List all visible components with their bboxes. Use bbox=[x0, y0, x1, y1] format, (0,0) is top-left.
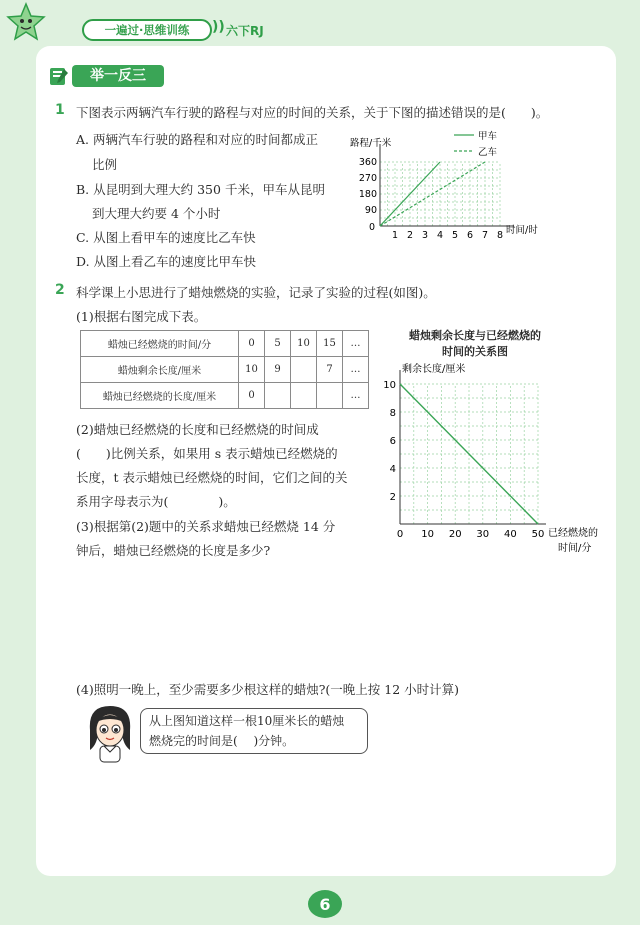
legend-label: 乙车 bbox=[478, 147, 498, 158]
q1-option-c: C. 从图上看甲车的速度比乙车快 bbox=[76, 230, 256, 245]
section-title: 举一反三 bbox=[72, 65, 164, 87]
q1-distance-time-chart bbox=[350, 126, 560, 244]
y-tick-label: 180 bbox=[358, 189, 377, 200]
x-tick-label: 1 bbox=[391, 230, 399, 241]
table-row-label: 蜡烛剩余长度/厘米 bbox=[81, 357, 239, 383]
y-axis-label: 剩余长度/厘米 bbox=[402, 364, 466, 375]
table-cell: 5 bbox=[265, 331, 291, 357]
table-cell: 7 bbox=[317, 357, 343, 383]
brand-badge: 一遍过·思维训练 bbox=[82, 19, 212, 41]
x-tick-label: 6 bbox=[466, 230, 474, 241]
origin-label: 0 bbox=[368, 222, 375, 233]
page-header bbox=[0, 0, 640, 50]
y-tick-label: 360 bbox=[358, 157, 377, 168]
q2-sub2-line4: 系用字母表示为( )。 bbox=[76, 494, 236, 509]
table-cell: … bbox=[343, 383, 369, 409]
x-tick-label: 8 bbox=[496, 230, 504, 241]
table-cell-blank[interactable] bbox=[291, 383, 317, 409]
table-cell: … bbox=[343, 357, 369, 383]
x-tick-label: 2 bbox=[406, 230, 414, 241]
table-cell: 0 bbox=[239, 383, 265, 409]
x-tick-label: 4 bbox=[436, 230, 444, 241]
x-axis-label: 已经燃烧的 bbox=[548, 528, 598, 539]
y-tick-label: 6 bbox=[389, 436, 396, 447]
y-tick-label: 10 bbox=[383, 380, 396, 391]
table-cell: 9 bbox=[265, 357, 291, 383]
table-row-label: 蜡烛已经燃烧的时间/分 bbox=[81, 331, 239, 357]
chart-title-line: 时间的关系图 bbox=[442, 345, 508, 358]
q2-stem: 科学课上小思进行了蜡烛燃烧的实验，记录了实验的过程(如图)。 bbox=[76, 285, 436, 300]
hint-bubble bbox=[140, 708, 368, 754]
q2-sub3-line1: (3)根据第(2)题中的关系求蜡烛已经燃烧 14 分 bbox=[76, 519, 336, 534]
y-tick-label: 8 bbox=[389, 408, 396, 419]
table-row-label: 蜡烛已经燃烧的长度/厘米 bbox=[81, 383, 239, 409]
candle-data-table bbox=[80, 330, 369, 409]
notebook-icon bbox=[48, 65, 70, 87]
hint-line: 燃烧完的时间是( )分钟。 bbox=[149, 734, 295, 748]
table-cell-blank[interactable] bbox=[291, 357, 317, 383]
table-cell-blank[interactable] bbox=[265, 383, 291, 409]
q2-sub4: (4)照明一晚上，至少需要多少根这样的蜡烛?(一晚上按 12 小时计算) bbox=[76, 682, 460, 697]
q1-stem: 下图表示两辆汽车行驶的路程与对应的时间的关系，关于下图的描述错误的是( )。 bbox=[76, 105, 549, 120]
y-axis-label: 路程/千米 bbox=[350, 138, 392, 149]
x-tick-label: 20 bbox=[448, 529, 462, 540]
q1-option-a: A. 两辆汽车行驶的路程和对应的时间都成正 bbox=[76, 132, 318, 147]
x-tick-label: 7 bbox=[481, 230, 489, 241]
q2-chart-title bbox=[385, 328, 565, 360]
x-tick-label: 50 bbox=[531, 529, 545, 540]
q2-sub2-line1: (2)蜡烛已经燃烧的长度和已经燃烧的时间成 bbox=[76, 422, 319, 437]
q1-number: 1 bbox=[55, 102, 65, 118]
x-tick-label: 5 bbox=[451, 230, 459, 241]
grade-label: 六下RJ bbox=[226, 24, 264, 38]
header-deco-icon: )) bbox=[212, 19, 225, 35]
y-tick-label: 270 bbox=[358, 173, 377, 184]
q2-number: 2 bbox=[55, 282, 65, 298]
table-cell-blank[interactable] bbox=[317, 383, 343, 409]
table-cell: 10 bbox=[291, 331, 317, 357]
girl-avatar-icon bbox=[82, 700, 138, 764]
y-tick-label: 4 bbox=[389, 464, 396, 475]
x-axis-label: 时间/分 bbox=[558, 543, 592, 554]
y-tick-label: 2 bbox=[389, 492, 396, 503]
star-mascot-icon bbox=[6, 2, 46, 42]
q2-sub2-line3: 长度，t 表示蜡烛已经燃烧的时间，它们之间的关 bbox=[76, 470, 348, 485]
section-banner bbox=[48, 64, 168, 88]
q2-sub2-line2: ( )比例关系，如果用 s 表示蜡烛已经燃烧的 bbox=[76, 446, 338, 461]
x-tick-label: 10 bbox=[421, 529, 434, 540]
q1-option-a-cont: 比例 bbox=[92, 157, 118, 172]
table-cell: 10 bbox=[239, 357, 265, 383]
q1-option-b: B. 从昆明到大理大约 350 千米，甲车从昆明 bbox=[76, 182, 325, 197]
q2-sub3-line2: 钟后，蜡烛已经燃烧的长度是多少? bbox=[76, 543, 271, 558]
q1-option-d: D. 从图上看乙车的速度比甲车快 bbox=[76, 254, 257, 269]
legend-label: 甲车 bbox=[478, 131, 498, 142]
q2-candle-chart bbox=[378, 360, 618, 560]
table-row bbox=[81, 331, 369, 357]
table-row bbox=[81, 383, 369, 409]
table-cell: … bbox=[343, 331, 369, 357]
q2-sub1: (1)根据右图完成下表。 bbox=[76, 309, 207, 324]
x-tick-label: 40 bbox=[504, 529, 517, 540]
x-tick-label: 0 bbox=[396, 529, 404, 540]
x-tick-label: 30 bbox=[476, 529, 490, 540]
x-axis-label: 时间/时 bbox=[506, 225, 538, 236]
q1-option-b-cont: 到大理大约要 4 个小时 bbox=[92, 206, 221, 221]
y-tick-label: 90 bbox=[364, 205, 377, 216]
table-row bbox=[81, 357, 369, 383]
x-tick-label: 3 bbox=[421, 230, 429, 241]
chart-title-line: 蜡烛剩余长度与已经燃烧的 bbox=[409, 329, 541, 342]
page-number: 6 bbox=[319, 895, 331, 914]
table-cell: 0 bbox=[239, 331, 265, 357]
page-number-badge bbox=[307, 888, 343, 918]
table-cell: 15 bbox=[317, 331, 343, 357]
hint-line: 从上图知道这样一根10厘米长的蜡烛 bbox=[149, 714, 345, 728]
